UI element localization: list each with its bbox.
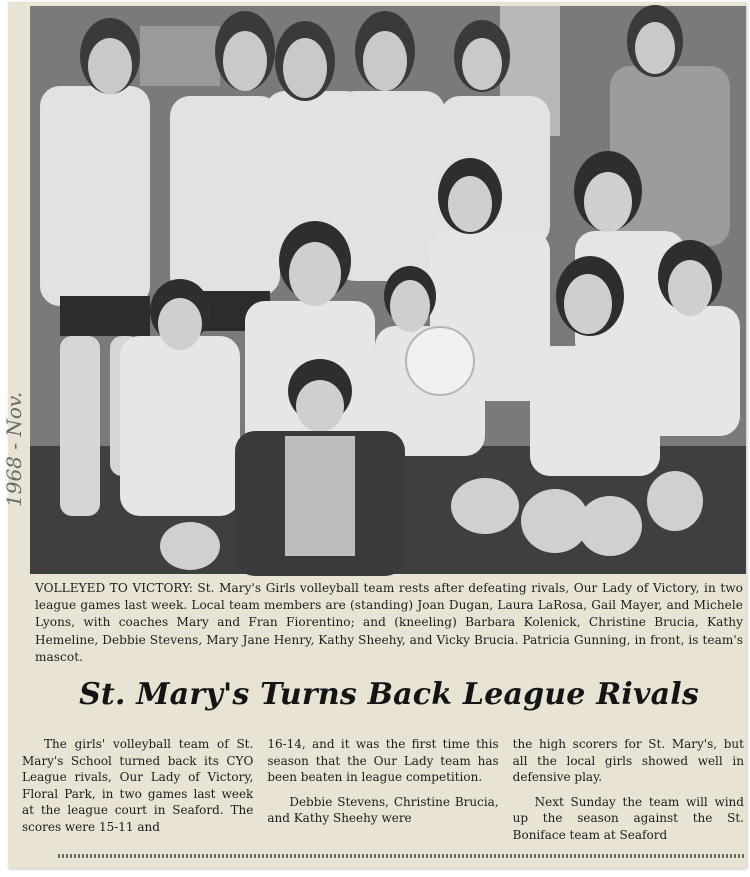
handwritten-date-note: [2, 132, 34, 512]
article-headline: St. Mary's Turns Back League Rivals: [79, 677, 699, 712]
article-column-1: [22, 736, 253, 856]
column-rule: [58, 854, 744, 858]
article-column-2: [267, 736, 498, 856]
article-paragraph: Debbie Stevens, Christine Brucia, and Kathy Sheehy were: [267, 794, 499, 826]
photo-caption: VOLLEYED TO VICTORY: St. Mary's Girls volleyball team rests after defeating rivals, Our Lady of Victory, in two league games last week. Local team members are (standing) Joan Dugan, Laura LaRosa, Gail Mayer, and Michele Lyons, with coaches Mary and Fran Fiorentino; and (kneeling) Barbara Kolenick, Christine Brucia, Kathy Hemeline, Debbie Stevens, Mary Jane Henry, Kathy Sheehy, and Vicky Brucia. Patricia Gunning, in front, is team's mascot.: [35, 581, 743, 664]
article-paragraph: Next Sunday the team will wind up the season against the St. Boniface team at Seaford: [512, 794, 744, 842]
article-paragraph: The girls' volleyball team of St. Mary's School turned back its CYO League rivals, Our Lady of Victory, Floral Park, in two games last week at the league court in Seaford. The scores were 15-11 and: [22, 737, 254, 834]
svg-text:1968 - Nov.: 1968 - Nov.: [2, 391, 26, 507]
team-photo: [30, 6, 746, 574]
newspaper-clipping: [2, 2, 746, 868]
article-paragraph: 16-14, and it was the first time this season that the Our Lady team has been beaten in league competition.: [267, 737, 499, 785]
team-photo-illustration: [30, 6, 746, 574]
article-body: [22, 736, 744, 856]
article-column-3: [513, 736, 744, 856]
article-paragraph: the high scorers for St. Mary's, but all the local girls showed well in defensive play.: [512, 737, 744, 785]
